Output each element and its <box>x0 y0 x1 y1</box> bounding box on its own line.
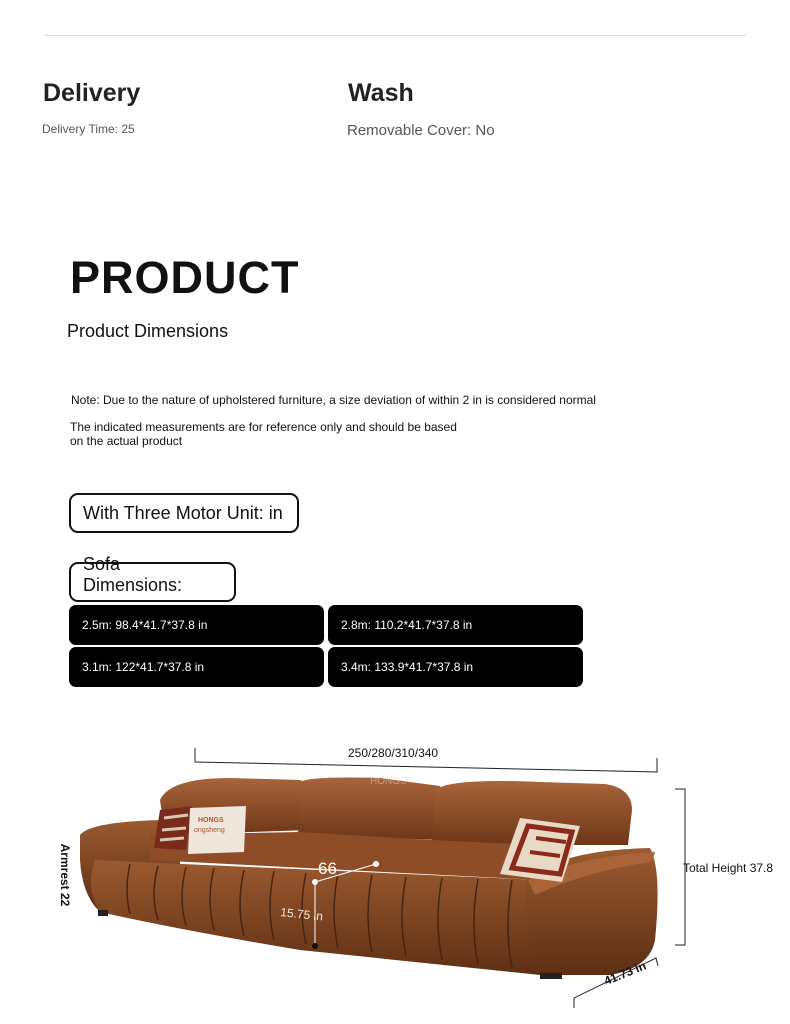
product-title: PRODUCT <box>70 252 300 303</box>
size-deviation-note: Note: Due to the nature of upholstered furniture, a size deviation of within 2 in is considered normal <box>71 393 596 407</box>
width-dimension-label: 250/280/310/340 <box>348 746 439 760</box>
depth-dimension-label: 41.73 in <box>602 958 649 988</box>
seat-depth-label: 66 <box>318 859 337 878</box>
size-chip-2-5m: 2.5m: 98.4*41.7*37.8 in <box>69 605 324 645</box>
sofa-dimensions-label: Sofa Dimensions: <box>69 562 236 602</box>
size-chip-3-1m: 3.1m: 122*41.7*37.8 in <box>69 647 324 687</box>
armrest-height-label: Armrest 22 <box>58 843 72 907</box>
total-height-label: Total Height 37.8 <box>683 861 774 875</box>
leg-right <box>540 973 562 979</box>
seat-height-label: 15.75 in <box>279 905 324 924</box>
pillow-logo-text1: HONGS <box>198 817 224 824</box>
size-chip-3-4m: 3.4m: 133.9*41.7*37.8 in <box>328 647 583 687</box>
size-chip-2-8m: 2.8m: 110.2*41.7*37.8 in <box>328 605 583 645</box>
reference-note-line1: The indicated measurements are for reference only and should be based <box>70 420 457 434</box>
pillow-logo-text2: ongsheng <box>194 827 225 834</box>
product-dimensions-heading: Product Dimensions <box>67 321 229 341</box>
delivery-time: Delivery Time: 25 <box>42 122 135 136</box>
pillow-left-patterned <box>154 806 192 850</box>
wash-info: Removable Cover: No <box>347 122 495 139</box>
watermark: HONGS <box>370 776 407 787</box>
reference-note-line2: on the actual product <box>70 434 183 448</box>
leg-left <box>98 910 108 916</box>
wash-title: Wash <box>348 79 414 107</box>
delivery-title: Delivery <box>43 79 141 107</box>
motor-unit-label: With Three Motor Unit: in <box>69 493 299 533</box>
